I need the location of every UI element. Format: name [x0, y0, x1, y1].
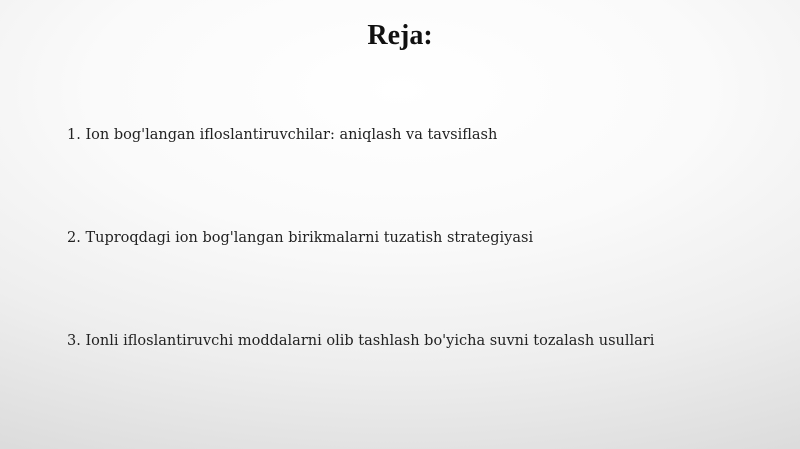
slide-title: Reja:	[367, 20, 433, 51]
plan-item-3: 3. Ionli ifloslantiruvchi moddalarni olib tashlash bo'yicha suvni tozalash usullari	[67, 333, 655, 349]
plan-item-2: 2. Tuproqdagi ion bog'langan birikmalarni tuzatish strategiyasi	[67, 230, 534, 246]
plan-item-1: 1. Ion bog'langan ifloslantiruvchilar: aniqlash va tavsiflash	[67, 127, 498, 143]
